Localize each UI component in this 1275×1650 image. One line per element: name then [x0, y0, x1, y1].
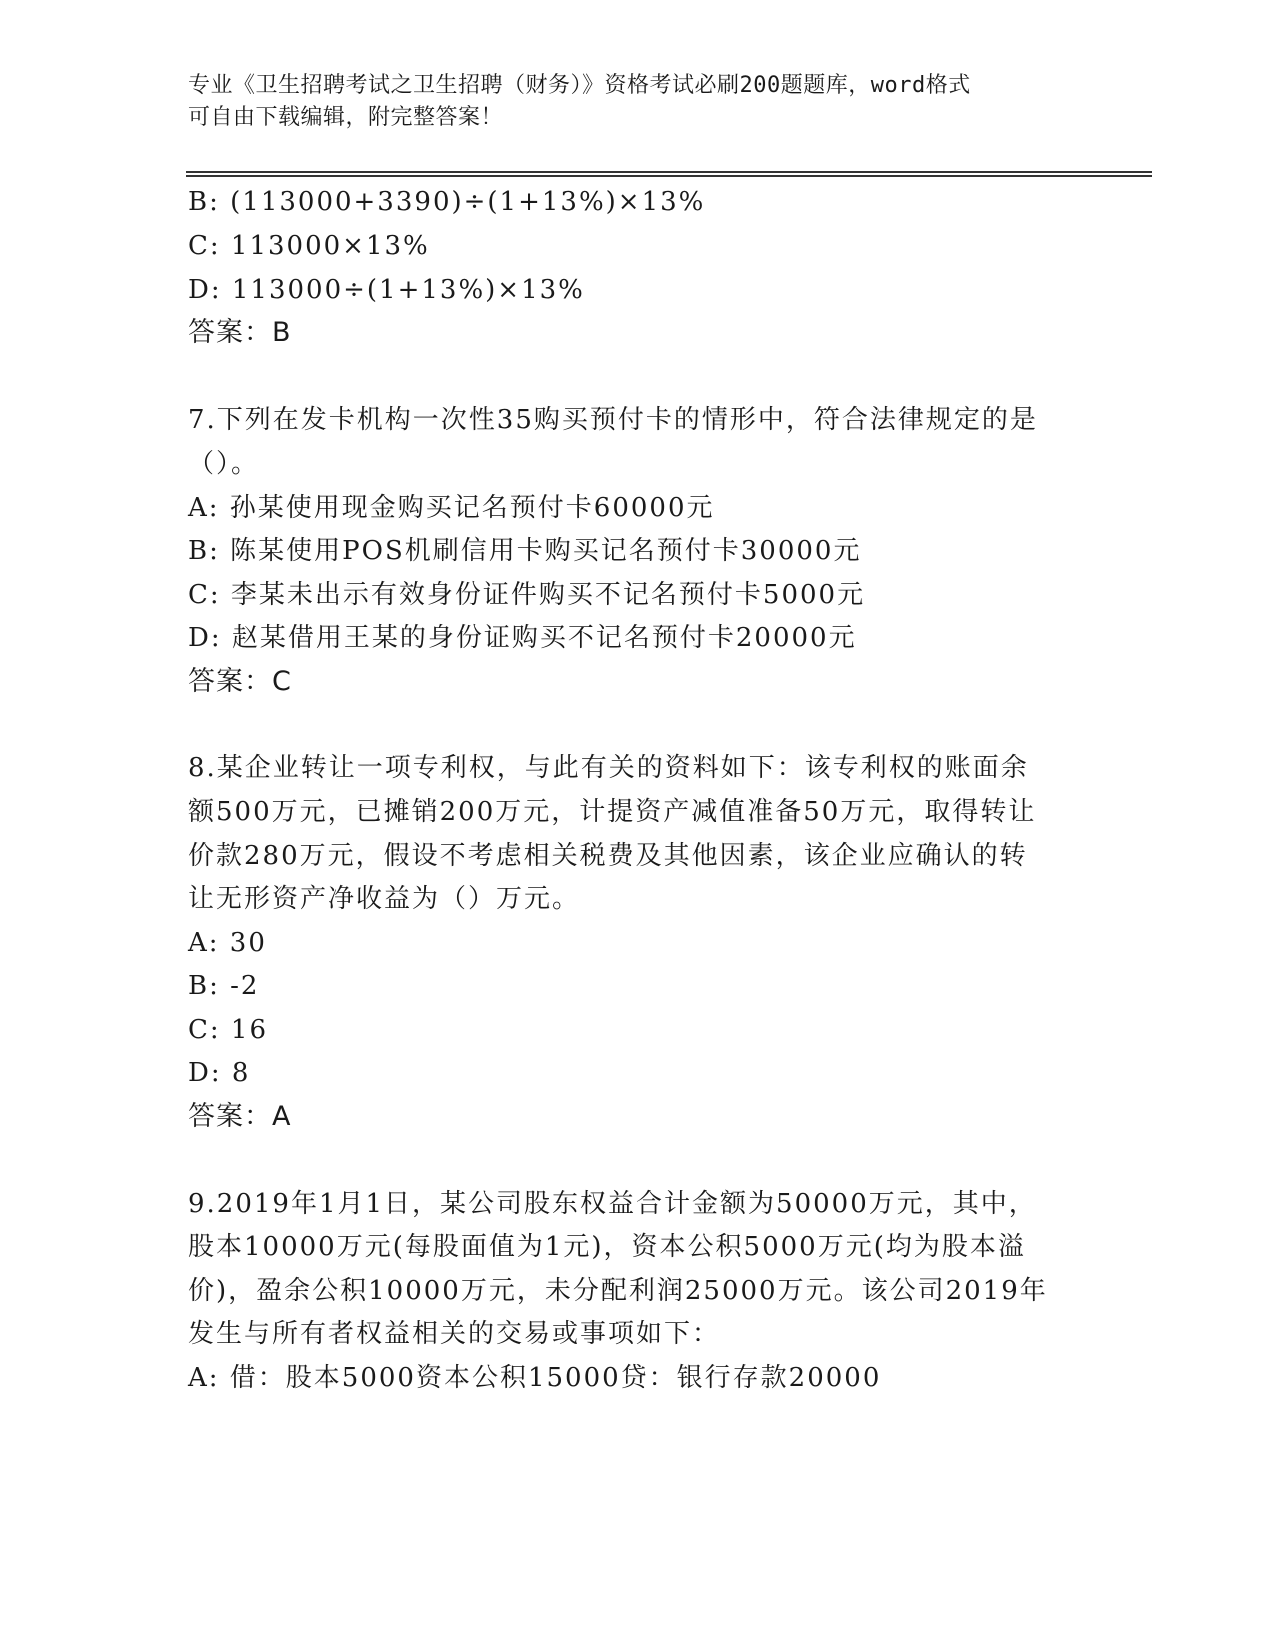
q8-stem-line-2: 额500万元，已摊销200万元，计提资产减值准备50万元，取得转让 — [188, 797, 1037, 827]
q8-option-d: D: 8 — [188, 1058, 251, 1088]
q7-option-b: B: 陈某使用POS机刷信用卡购买记名预付卡30000元 — [188, 536, 862, 566]
q9-stem-line-2: 股本10000万元(每股面值为1元)，资本公积5000万元(均为股本溢 — [188, 1232, 1026, 1262]
header-divider-bottom — [186, 175, 1152, 177]
q7-answer: 答案：C — [188, 666, 292, 697]
q8-stem-line-1: 8.某企业转让一项专利权，与此有关的资料如下：该专利权的账面余 — [188, 753, 1029, 783]
q8-stem-line-4: 让无形资产净收益为（）万元。 — [188, 884, 581, 914]
q9-option-a: A: 借：股本5000资本公积15000贷：银行存款20000 — [188, 1363, 882, 1393]
q8-option-c: C: 16 — [188, 1015, 269, 1045]
q6-option-b: B: (113000+3390)÷(1+13%)×13% — [188, 187, 706, 217]
q9-stem-line-3: 价)，盈余公积10000万元，未分配利润25000万元。该公司2019年 — [188, 1276, 1048, 1306]
q8-option-a: A: 30 — [188, 928, 267, 958]
q6-option-d: D: 113000÷(1+13%)×13% — [188, 275, 585, 305]
q7-option-d: D: 赵某借用王某的身份证购买不记名预付卡20000元 — [188, 623, 857, 653]
q7-option-c: C: 李某未出示有效身份证件购买不记名预付卡5000元 — [188, 580, 866, 610]
document-header-line-2: 可自由下载编辑，附完整答案！ — [188, 105, 504, 130]
q7-option-a: A: 孙某使用现金购买记名预付卡60000元 — [188, 493, 715, 523]
header-divider-top — [186, 171, 1152, 173]
q6-option-c: C: 113000×13% — [188, 231, 430, 261]
q8-answer: 答案：A — [188, 1101, 292, 1132]
q9-stem-line-1: 9.2019年1月1日，某公司股东权益合计金额为50000万元，其中， — [188, 1189, 1037, 1219]
q8-stem-line-3: 价款280万元，假设不考虑相关税费及其他因素，该企业应确认的转 — [188, 841, 1028, 871]
q7-stem-line-2: （）。 — [188, 449, 260, 479]
q6-answer: 答案：B — [188, 317, 292, 348]
q9-stem-line-4: 发生与所有者权益相关的交易或事项如下： — [188, 1319, 721, 1349]
q7-stem-line-1: 7.下列在发卡机构一次性35购买预付卡的情形中，符合法律规定的是 — [188, 405, 1038, 435]
document-header-line-1: 专业《卫生招聘考试之卫生招聘（财务）》资格考试必刷200题题库，word格式 — [188, 73, 971, 98]
q8-option-b: B: -2 — [188, 971, 260, 1001]
